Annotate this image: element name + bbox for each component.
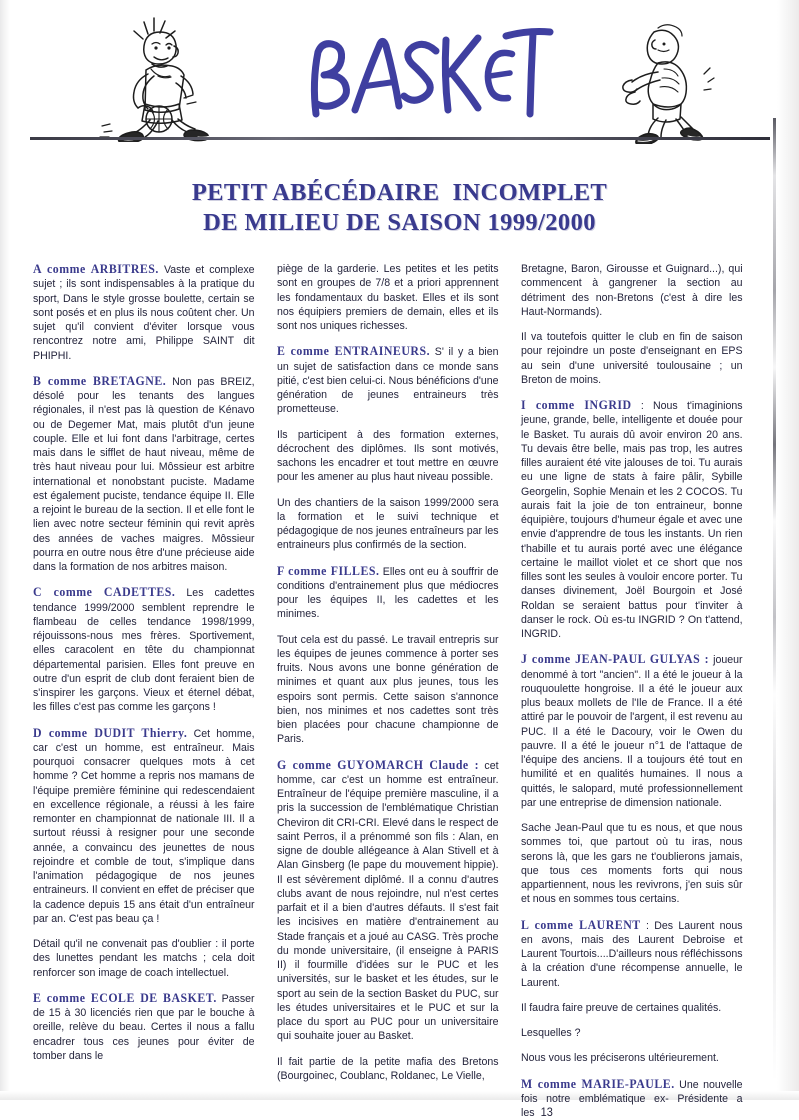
entry-body-text: Détail qu'il ne convenait pas d'oublier : il porte des lunettes pendant les matchs ; cela doit renforcer son image de coach intellectuel.: [33, 938, 255, 979]
basketball-player-dribbling-icon: [88, 16, 263, 142]
entry-body-text: Non pas BREIZ, désolé pour les tenants des langues régionales, il n'est pas là question de Kénavo ou de Degemer Mat, mais plutôt d'un jeune couple. Elle et lui font dans l'arbitrage, certes mais dans le sifflet de haut niveau, même de très haut niveau pour lui. Môssieur est arbitre international et nonobstant puciste. Madame est également puciste, tendance équipe II. Elle a rejoint le bureau de la section. Il et elle font le lien avec notre secteur féminin qui revit après des années de vaches maigres. Môssieur pourra en outre nous être d'une précieuse aide dans la formation de nos arbitres maison.: [33, 376, 255, 573]
masthead-logo: [300, 18, 560, 128]
body-paragraph: [521, 1001, 743, 1015]
abecedaire-entry: [277, 564, 499, 622]
article-columns: [33, 262, 767, 1082]
entry-heading: G comme GUYOMARCH Claude :: [277, 758, 479, 772]
scan-edge-artifact-strip: [773, 118, 776, 1078]
abecedaire-entry: [521, 398, 743, 641]
entry-body-text: Cet homme, car c'est un homme, est entraîneur. Mais pourquoi consacrer quelques mots à cet homme ? Cet homme a repris nos mamans de l'équipe première féminine qui redescendaient en excellence régionale, a réussi à les faire remonter en championnat de nationale III. Il a surtout réussi à resigner pour une seconde année, a convaincu des jeunettes de nous rejoindre et comble de tout, s'implique dans l'animation pédagogique de nos jeunes entraineurs. Il convient en effet de préciser que la cadence depuis 15 ans était d'un entraîneur par an. C'est pas beau ça !: [33, 728, 255, 925]
entry-heading: M comme MARIE-PAULE.: [521, 1077, 675, 1091]
page-number: 13: [535, 1107, 553, 1119]
entry-body-text: Vaste et complexe sujet ; ils sont indispensables à la pratique du sport, Dans le style grosse boulette, certain se sont posés et en plus ils nous coûtent cher. Un sujet qu'il convient d'éviter lorsque vous rencontrez notre ami, Philippe SAINT dit PHIPHI.: [33, 264, 255, 362]
entry-body-text: Bretagne, Baron, Girousse et Guignard...), qui commencent à gangrener la section au détriment des non-Bretons (c'est à dire les Haut-Normands).: [521, 263, 743, 318]
body-paragraph: [521, 262, 743, 319]
abecedaire-entry: [277, 344, 499, 416]
masthead: [0, 0, 799, 145]
entry-heading: I comme INGRID: [521, 398, 632, 412]
scan-edge-left: [0, 0, 10, 1100]
entry-body-text: Nous vous les préciserons ultérieurement.: [521, 1052, 719, 1064]
article-column-2: [277, 262, 499, 1082]
body-paragraph: [277, 496, 499, 553]
abecedaire-entry: [33, 374, 255, 575]
page-title: [0, 178, 799, 238]
entry-body-text: Un des chantiers de la saison 1999/2000 sera la formation et le suivi technique et pédagogique de nos jeunes entraîneurs par les entraineurs plus confirmés de la section.: [277, 497, 499, 552]
entry-body-text: : Nous t'imaginions jeune, grande, belle, intelligente et douée pour le Basket. Tu aurais dû avoir environ 20 ans. Tu devais être belle, mais pas trop, les autres filles auraient été vite jalouses de toi. Tu aurais eu une ligne de stats à faire pâlir, Sybille Georgelin, Sophie Menain et les 2 COCOS. Tu aurais fait la joie de ton entraineur, bonne équipière, toujours d'humeur égale et avec une envie d'apprendre de tous les instants. Un rien t'habille et tu aurais porté avec une élégance certaine le maillot violet et ce short que nos filles sont les seules à vouloir encore porter. Tu danses divinement, Joël Bourgoin et José Roldan se seraient battus pour t'inviter à danser le rock. Où es-tu INGRID ? On t'attend, INGRID.: [521, 400, 743, 640]
entry-heading: C comme CADETTES.: [33, 585, 175, 599]
entry-body-text: : Des Laurent nous en avons, mais des Laurent Debroise et Laurent Tourtois....D'ailleurs nous réfléchissons à la création d'une récompense annuelle, le Laurent.: [521, 920, 743, 989]
entry-body-text: cet homme, car c'est un homme est entraîneur. Entraîneur de l'équipe première masculine, il a pris la succession de l'emblématique Christian Cheviron dit CRI-CRI. Elevé dans le respect de saint Perros, il a prénommé son fils : Alan, en signe de double allégeance à Alan Stivell et à Alan Ginsberg (le pape du mouvement hippie). Il est sévèrement diplômé. Il a connu d'autres clubs avant de nous rejoindre, nul n'est certes parfait et il a bien d'autres défauts. Il s'est fait les incisives en matière d'entrainement au Stade français et a joué au CASG. Très proche du monde universitaire, (il enseigne à PARIS II) il fourmille d'idées sur le PUC et les universités, sur le basket et les études, sur le sport au sein de la section Basket du PUC, sur les études universitaires et le PUC et sur la place du sport au PUC pour un universitaire qui souhaite jouer au Basket.: [277, 760, 499, 1043]
abecedaire-entry: [521, 918, 743, 990]
entry-body-text: Ils participent à des formation externes, décrochent des diplômes. Ils sont motivés, sachons les encadrer et tout mettre en œuvre pour les amener au plus haut niveau possible.: [277, 429, 499, 484]
header-divider: [30, 137, 770, 140]
entry-heading: A comme ARBITRES.: [33, 262, 159, 276]
scan-edge-right: [777, 0, 799, 1100]
entry-body-text: joueur denommé à tort "ancien". Il a été le joueur à la rouquoulette hongroise. Il a été le joueur aux plus beaux mollets de l'Ile de France. Il a été attiré par le pouvoir de l'argent, il est revenu au PUC. Il a été le Dacoury, voir le Owen du pauvre. Il a été le joueur n°1 de l'attaque de l'équipe des anciens. Il a toujours été tout en humilité et en qualités humaines. Il nous a quittés, le salopard, muté professionnellement par une entreprise de dimension nationale.: [521, 654, 743, 809]
basketball-player-passing-icon: [580, 16, 720, 144]
entry-body-text: piège de la garderie. Les petites et les petits sont en groupes de 7/8 et a priori apprennent les fondamentaux du basket. Elles et ils sont nos équipiers premiers de demain, elles et ils sont nos uniques richesses.: [277, 263, 499, 332]
page-title-line-2: DE MILIEU DE SAISON 1999/2000: [0, 208, 799, 238]
body-paragraph: [521, 821, 743, 907]
entry-body-text: Passer de 15 à 30 licenciés rien que par le bouche à oreille, relève du beau. Certes il nous a fallu encadrer tous ces jeunes pour éviter de tomber dans le: [33, 993, 255, 1062]
entry-heading: L comme LAURENT: [521, 918, 641, 932]
body-paragraph: [521, 1051, 743, 1065]
body-paragraph: [521, 1026, 743, 1040]
entry-body-text: Une nouvelle fois notre emblématique ex- Présidente a les: [521, 1079, 743, 1120]
entry-heading: E comme ENTRAINEURS.: [277, 344, 430, 358]
article-column-3: [521, 262, 743, 1082]
entry-body-text: Les cadettes tendance 1999/2000 semblent reprendre le flambeau de celles tendance 1998/1999, réjouissons-nous mes frères. Sportivement, elles caracolent en tête du championnat départemental parisien. Elles font preuve en outre d'un esprit de club dont feraient bien de s'inspirer les garçons. Vieux et éternel débat, les filles c'est pas comme les garçons !: [33, 587, 255, 713]
entry-body-text: Il va toutefois quitter le club en fin de saison pour rejoindre un poste d'enseignant en EPS au sein d'une université toulousaine ; un Breton de moins.: [521, 331, 743, 386]
body-paragraph: [277, 262, 499, 333]
entry-body-text: S' il y a bien un sujet de satisfaction dans ce monde sans pitié, c'est bien celui-ci. Nous bénéficions d'une génération de jeunes entraineurs très prometteuse.: [277, 346, 499, 415]
entry-body-text: Lesquelles ?: [521, 1027, 580, 1039]
abecedaire-entry: [277, 758, 499, 1044]
body-paragraph: [521, 330, 743, 387]
entry-heading: E comme ECOLE DE BASKET.: [33, 991, 217, 1005]
entry-body-text: Sache Jean-Paul que tu es nous, et que nous sommes toi, que partout où tu iras, nous serons là, que les gars ne t'oublierons jamais, que tous ces moments forts qui nous appartiennent, nous les revivrons, j'en suis sûr et nous en sommes tous certains.: [521, 822, 743, 905]
entry-body-text: Tout cela est du passé. Le travail entrepris sur les équipes de jeunes commence à porter ses fruits. Nous avons une bonne génération de minimes et quant aux plus jeunes, tous les espoirs sont permis. Cette saison s'annonce bien, nos minimes et nos cadettes sont très bien placées pour chacune championne de Paris.: [277, 634, 499, 746]
page-title-line-1: PETIT ABÉCÉDAIRE INCOMPLET: [0, 178, 799, 208]
abecedaire-entry: [521, 1077, 743, 1120]
entry-body-text: Elles ont eu à souffrir de conditions d'entrainement plus que médiocres pour les équipes II, les cadettes et les minimes.: [277, 566, 499, 621]
abecedaire-entry: [521, 652, 743, 810]
entry-heading: D comme DUDIT Thierry.: [33, 726, 187, 740]
body-paragraph: [277, 428, 499, 485]
abecedaire-entry: [33, 262, 255, 363]
body-paragraph: [277, 633, 499, 747]
entry-heading: J comme JEAN-PAUL GULYAS :: [521, 652, 709, 666]
entry-body-text: Il faudra faire preuve de certaines qualités.: [521, 1002, 721, 1014]
body-paragraph: [277, 1055, 499, 1084]
entry-heading: B comme BRETAGNE.: [33, 374, 166, 388]
article-column-1: [33, 262, 255, 1082]
body-paragraph: [33, 937, 255, 980]
entry-heading: F comme FILLES.: [277, 564, 379, 578]
abecedaire-entry: [33, 991, 255, 1063]
abecedaire-entry: [33, 585, 255, 714]
entry-body-text: Il fait partie de la petite mafia des Bretons (Bourgoinec, Coublanc, Roldanec, Le Vielle,: [277, 1056, 499, 1082]
abecedaire-entry: [33, 726, 255, 927]
